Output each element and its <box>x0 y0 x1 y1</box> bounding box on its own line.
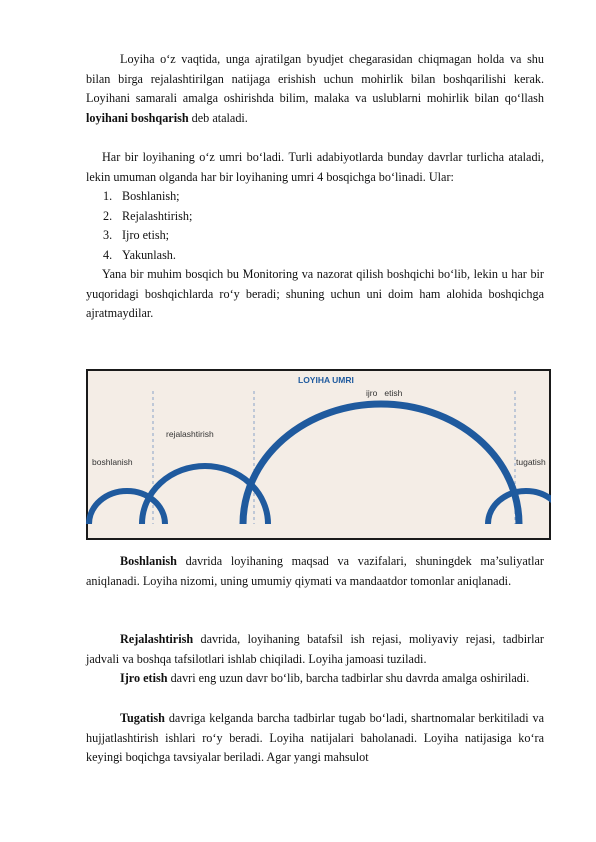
label-rejalashtirish: rejalashtirish <box>166 429 214 439</box>
list-number: 1. <box>103 189 113 203</box>
diagram-title: LOYIHA UMRI <box>298 375 354 385</box>
list-number: 2. <box>103 209 113 223</box>
bold-term: loyihani boshqarish <box>86 110 189 125</box>
paragraph-text: Loyiha o‘z vaqtida, unga ajratilgan byudjet chegarasidan chiqmagan holda va shu bilan birga rejalashtirilgan natijaga erishish uchun mohirlik bilan boshqarilishi kerak. Loyihani samarali amalga oshirishda bilim, malaka va uslublarni mohirlik bilan qo‘llash <box>86 52 544 106</box>
label-tugatish: tugatish <box>516 457 546 467</box>
paragraph-phase-rejalashtirish <box>86 630 544 669</box>
list-number: 4. <box>103 248 113 262</box>
bold-term: Tugatish <box>120 711 165 725</box>
paragraph-monitoring: Yana bir muhim bosqich bu Monitoring va nazorat qilish boshqichi bo‘lib, lekin u har bir yuqoridagi boshqichlarda ro‘y beradi; shuning uchun uni doim ham alohida boshqichga ajratmaydilar. <box>86 267 544 321</box>
paragraph-text: deb ataladi. <box>188 110 248 125</box>
paragraph-phase-ijro-etish <box>86 669 544 689</box>
project-lifecycle-diagram <box>86 369 551 540</box>
list-item <box>103 226 169 246</box>
list-text: Ijro etish; <box>122 228 170 242</box>
paragraph-lifecycle-intro: Har bir loyihaning o‘z umri bo‘ladi. Turli adabiyotlarda bunday davrlar turlicha ataladi, lekin umuman olganda har bir loyihaning umri 4 bosqichga bo‘linadi. Ular: <box>86 150 544 184</box>
paragraph-text: davrida, loyihaning batafsil ish rejasi, moliyaviy rejasi, tadbirlar jadvali va boshqa tafsilotlari ishlab chiqiladi. Loyiha jamoasi tuziladi. <box>86 632 544 666</box>
list-text: Boshlanish; <box>122 189 180 203</box>
paragraph-text: davriga kelganda barcha tadbirlar tugab bo‘ladi, shartnomalar berkitiladi va hujjatlashtirish ishlari ro‘y beradi. Loyiha natijalari baholanadi. Loyiha natijasiga ko‘ra keyingi boqichga tavsiyalar beriladi. Agar yangi mahsulot <box>86 711 544 765</box>
list-text: Yakunlash. <box>122 248 176 262</box>
label-ijro-etish: ijro etish <box>366 388 403 398</box>
bold-term: Rejalashtirish <box>120 632 194 646</box>
bold-term: Boshlanish <box>120 554 177 568</box>
list-item <box>103 246 176 266</box>
paragraph-text: davrida loyihaning maqsad va vazifalari, shuningdek ma’suliyatlar aniqlanadi. Loyiha nizomi, uning umumiy qiymati va mandaatdor tomonlar aniqlanadi. <box>86 554 544 588</box>
list-item <box>103 187 180 207</box>
list-number: 3. <box>103 228 113 242</box>
paragraph-phase-boshlanish <box>86 552 544 591</box>
list-text: Rejalashtirish; <box>122 209 193 223</box>
paragraph-text: davri eng uzun davr bo‘lib, barcha tadbirlar shu davrda amalga oshiriladi. <box>167 671 530 685</box>
list-item <box>103 207 192 227</box>
diagram-frame <box>87 370 550 539</box>
label-boshlanish: boshlanish <box>92 457 133 467</box>
paragraph-project-management <box>86 50 544 128</box>
bold-term: Ijro etish <box>120 671 168 685</box>
paragraph-phase-tugatish <box>86 709 544 768</box>
